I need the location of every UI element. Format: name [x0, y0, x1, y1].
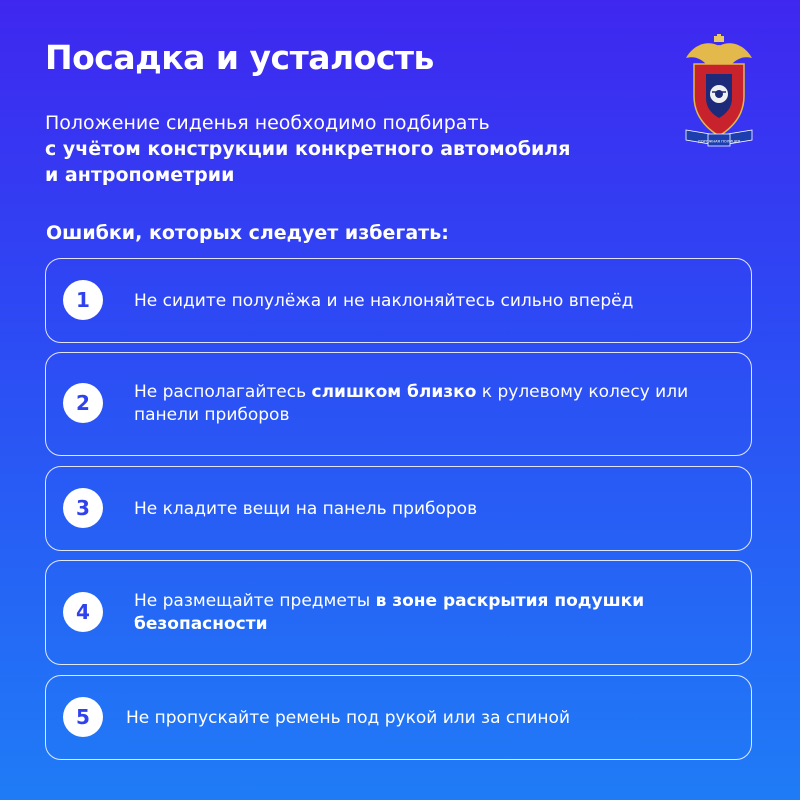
item-text: [126, 707, 727, 730]
item-number-badge: 3: [63, 488, 103, 528]
list-item: [45, 466, 752, 551]
item-text: [134, 590, 727, 636]
list-item: [45, 675, 752, 760]
item-text: [134, 290, 727, 313]
item-number-badge: 4: [63, 592, 103, 632]
item-number-badge: 2: [63, 383, 103, 423]
subtitle-line-2: с учётом конструкции конкретного автомобиля: [45, 138, 571, 160]
item-text-content: Не пропускайте ремень под рукой или за спиной: [126, 708, 570, 728]
item-text-content: Не кладите вещи на панель приборов: [134, 499, 478, 519]
police-emblem-icon: [680, 34, 758, 152]
item-text-bold: слишком близко: [311, 382, 477, 402]
subtitle-line-3: и антропометрии: [45, 164, 235, 186]
item-text-pre: Не располагайтесь: [134, 382, 312, 402]
list-item: [45, 258, 752, 343]
list-item: [45, 352, 752, 456]
item-text: [134, 498, 727, 521]
item-text-bold: в зоне раскрытия подушки безопасности: [134, 591, 645, 634]
item-text-content: Не сидите полулёжа и не наклоняйтесь сильно вперёд: [134, 291, 634, 311]
item-text-pre: Не размещайте предметы: [134, 591, 376, 611]
item-number-badge: 1: [63, 280, 103, 320]
item-number-badge: 5: [63, 697, 103, 737]
item-text: [134, 381, 727, 427]
page-subtitle: [45, 110, 665, 188]
emblem-ribbon-text: ДОРОЖНАЯ ПОЛИЦИЯ: [697, 139, 741, 144]
item-text-post: к рулевому колесу или панели приборов: [134, 382, 689, 425]
subtitle-line-1: Положение сиденья необходимо подбирать: [45, 112, 490, 134]
page-title: Посадка и усталость: [45, 38, 434, 77]
section-heading: Ошибки, которых следует избегать:: [46, 222, 449, 244]
list-item: [45, 560, 752, 665]
